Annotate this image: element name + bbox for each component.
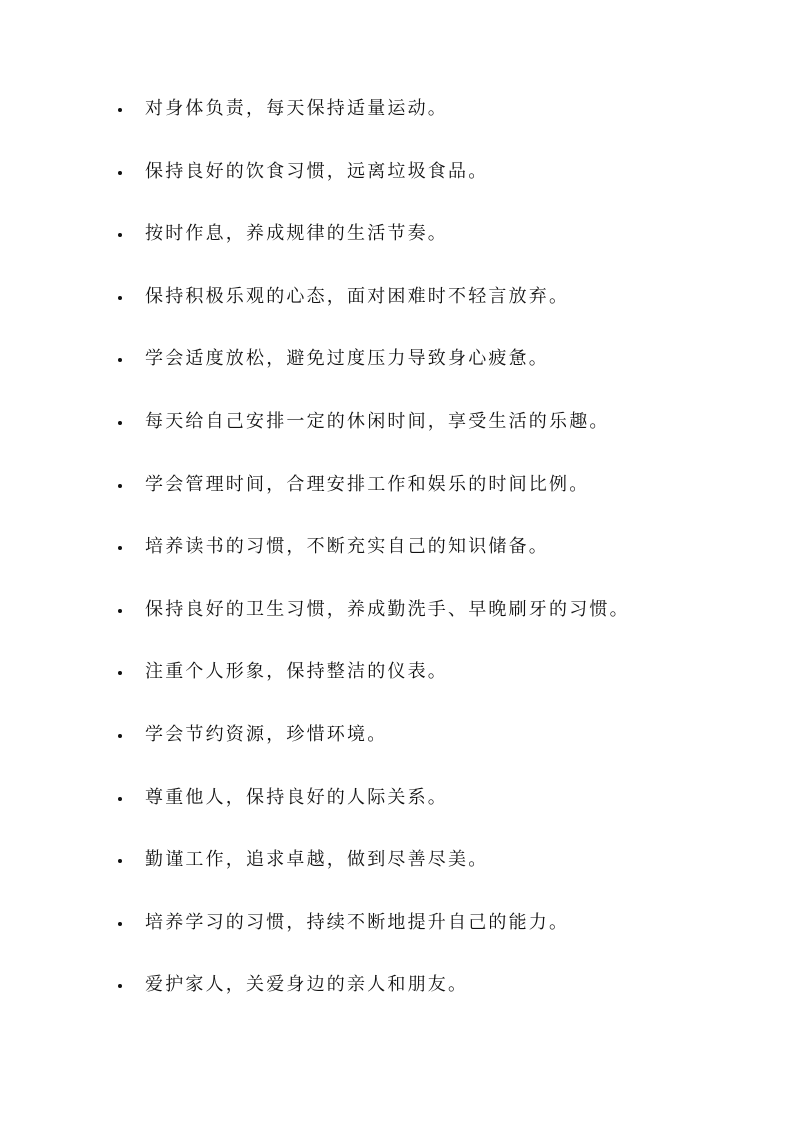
list-item-text: 每天给自己安排一定的休闲时间，享受生活的乐趣。 [145, 410, 610, 432]
bullet-icon [118, 296, 122, 300]
list-item [118, 908, 758, 971]
list-item-text: 勤谨工作，追求卓越，做到尽善尽美。 [145, 849, 489, 871]
list-item [118, 783, 758, 846]
list-item [118, 970, 758, 1033]
list-item-text: 爱护家人，关爱身边的亲人和朋友。 [145, 974, 469, 996]
list-item [118, 595, 758, 658]
bullet-icon [118, 421, 122, 425]
list-item [118, 282, 758, 345]
bullet-icon [118, 546, 122, 550]
list-item [118, 344, 758, 407]
list-item-text: 保持积极乐观的心态，面对困难时不轻言放弃。 [145, 285, 570, 307]
list-item-text: 学会节约资源，珍惜环境。 [145, 723, 388, 745]
list-item-text: 学会管理时间，合理安排工作和娱乐的时间比例。 [145, 473, 590, 495]
bullet-list [118, 94, 758, 1033]
list-item [118, 407, 758, 470]
bullet-icon [118, 484, 122, 488]
list-item-text: 保持良好的饮食习惯，远离垃圾食品。 [145, 160, 489, 182]
list-item-text: 尊重他人，保持良好的人际关系。 [145, 786, 448, 808]
bullet-icon [118, 671, 122, 675]
list-item [118, 845, 758, 908]
list-item-text: 对身体负责，每天保持适量运动。 [145, 98, 448, 119]
bullet-icon [118, 797, 122, 801]
list-item-text: 培养学习的习惯，持续不断地提升自己的能力。 [145, 911, 570, 933]
list-item [118, 94, 758, 157]
list-item-text: 学会适度放松，避免过度压力导致身心疲惫。 [145, 348, 549, 370]
bullet-icon [118, 609, 122, 613]
list-item-text: 注重个人形象，保持整洁的仪表。 [145, 661, 448, 683]
bullet-icon [118, 358, 122, 362]
list-item [118, 532, 758, 595]
bullet-icon [118, 171, 122, 175]
bullet-icon [118, 922, 122, 926]
bullet-icon [118, 859, 122, 863]
list-item [118, 219, 758, 282]
bullet-icon [118, 984, 122, 988]
list-item-text: 培养读书的习惯，不断充实自己的知识储备。 [145, 536, 549, 558]
list-item-text: 保持良好的卫生习惯，养成勤洗手、早晚刷牙的习惯。 [145, 598, 630, 620]
list-item-text: 按时作息，养成规律的生活节奏。 [145, 223, 448, 245]
list-item [118, 657, 758, 720]
list-item [118, 470, 758, 533]
list-item [118, 157, 758, 220]
list-item [118, 720, 758, 783]
bullet-icon [118, 108, 122, 112]
bullet-icon [118, 233, 122, 237]
bullet-icon [118, 734, 122, 738]
